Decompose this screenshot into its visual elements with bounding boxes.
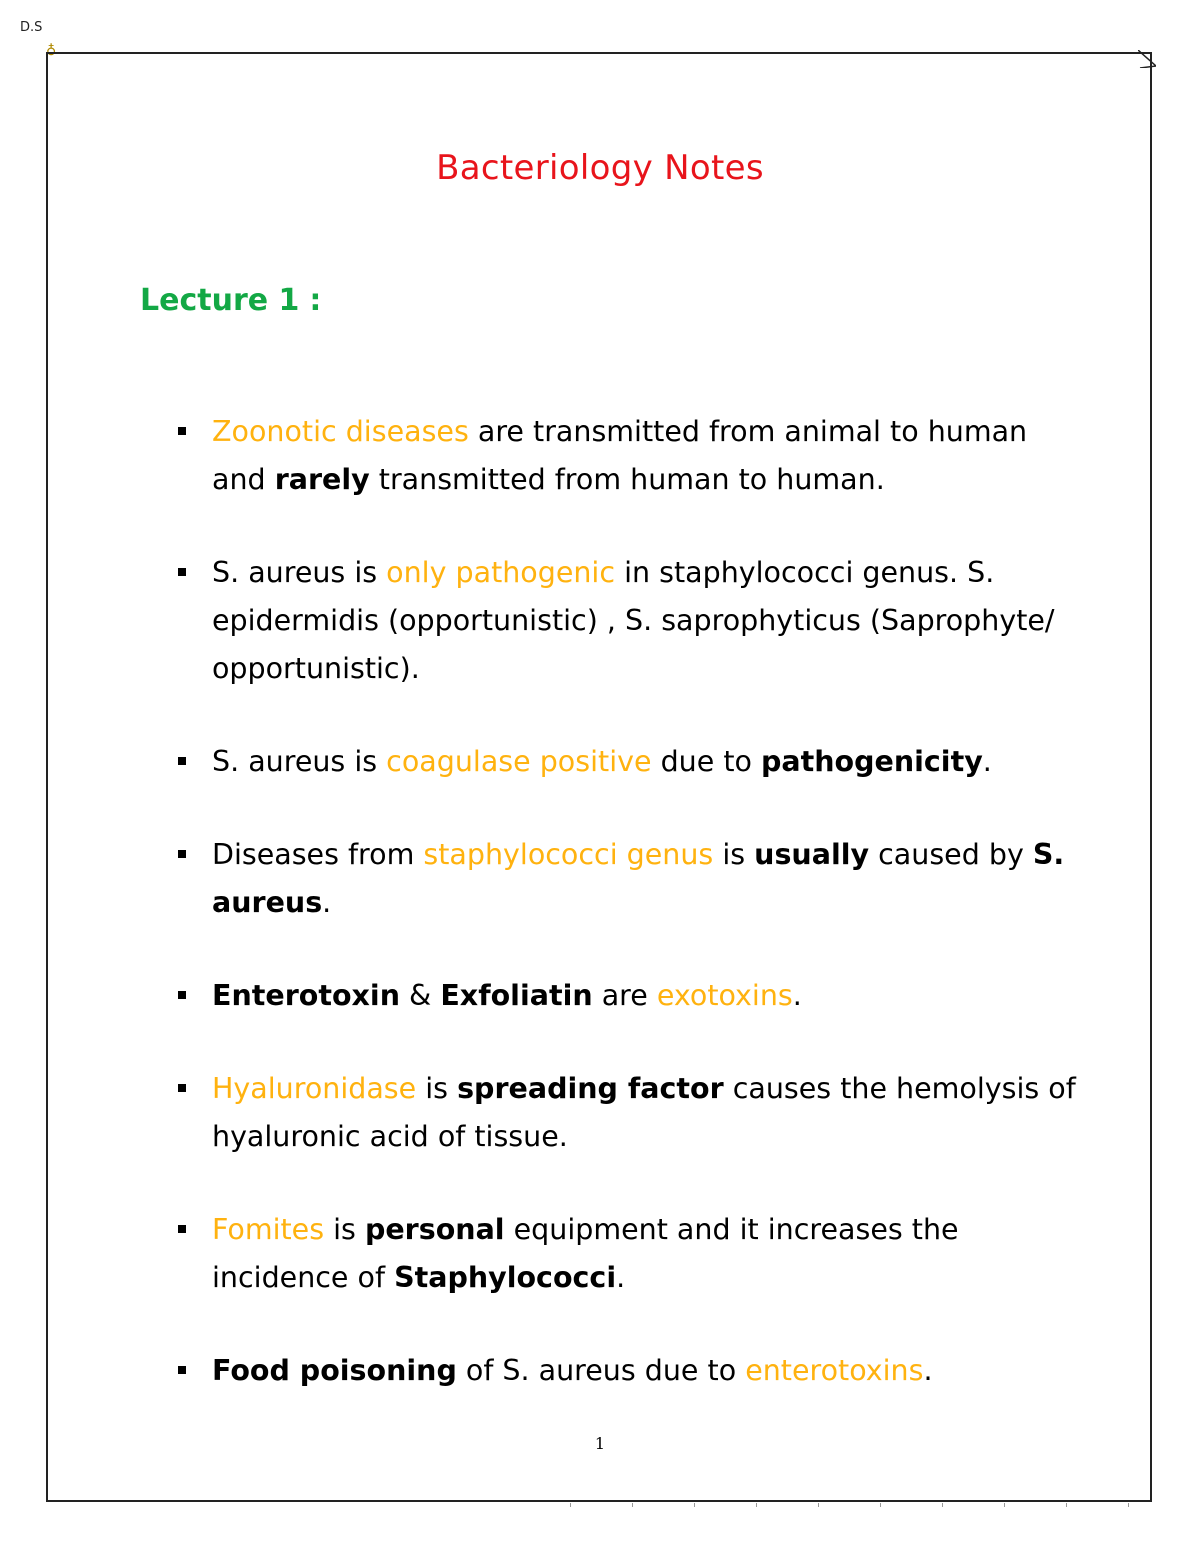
note-text: . bbox=[616, 1261, 626, 1294]
bold-term: pathogenicity bbox=[761, 745, 983, 778]
highlighted-term: Zoonotic diseases bbox=[212, 415, 469, 448]
list-item bbox=[176, 1347, 1076, 1395]
note-text: . bbox=[792, 979, 802, 1012]
note-text: is bbox=[324, 1213, 365, 1246]
bold-term: spreading factor bbox=[457, 1072, 724, 1105]
bullet-icon bbox=[178, 568, 186, 576]
note-text: equipment and it increases the incidence of bbox=[212, 1213, 959, 1294]
highlighted-term: Hyaluronidase bbox=[212, 1072, 417, 1105]
note-text: is bbox=[416, 1072, 458, 1105]
list-item bbox=[176, 1206, 1076, 1302]
highlighted-term: staphylococci genus bbox=[423, 838, 714, 871]
bullet-icon bbox=[178, 850, 186, 858]
list-item bbox=[176, 1065, 1076, 1161]
bold-term: usually bbox=[754, 838, 870, 871]
bold-term: Enterotoxin bbox=[212, 979, 400, 1012]
bold-term: Exfoliatin bbox=[440, 979, 593, 1012]
note-text: . bbox=[923, 1354, 933, 1387]
bullet-icon bbox=[178, 1366, 186, 1374]
note-text: are bbox=[592, 979, 657, 1012]
note-text: is bbox=[713, 838, 755, 871]
list-item bbox=[176, 549, 1076, 693]
note-text: . bbox=[982, 745, 992, 778]
note-text: are transmitted from animal to human and bbox=[212, 415, 1028, 496]
page-number: 1 bbox=[594, 1434, 606, 1453]
pin-icon: ♁ bbox=[46, 43, 57, 59]
bullet-icon bbox=[178, 757, 186, 765]
list-item bbox=[176, 972, 1076, 1020]
note-text: in staphylococci genus. S. epidermidis (opportunistic) , S. saprophyticus (Saprophyte/ opportunistic). bbox=[212, 556, 1055, 685]
note-text: causes the hemolysis of hyaluronic acid of tissue. bbox=[212, 1072, 1076, 1153]
list-item bbox=[176, 738, 1076, 786]
bullet-icon bbox=[178, 991, 186, 999]
bold-term: S. aureus bbox=[212, 838, 1065, 919]
note-text: transmitted from human to human. bbox=[369, 463, 885, 496]
highlighted-term: coagulase positive bbox=[386, 745, 652, 778]
note-text: . bbox=[322, 886, 332, 919]
note-text: caused by bbox=[869, 838, 1033, 871]
highlighted-term: enterotoxins bbox=[745, 1354, 924, 1387]
note-text: due to bbox=[651, 745, 761, 778]
document-title: Bacteriology Notes bbox=[436, 148, 764, 188]
lecture-heading bbox=[140, 283, 321, 318]
notes-list bbox=[176, 408, 1076, 1440]
highlighted-term: Fomites bbox=[212, 1213, 325, 1246]
note-text: S. aureus is bbox=[212, 556, 387, 589]
note-text: of S. aureus due to bbox=[456, 1354, 746, 1387]
highlighted-term: exotoxins bbox=[656, 979, 793, 1012]
page-fold-icon bbox=[1138, 50, 1156, 68]
corner-label: D.S bbox=[20, 20, 43, 35]
list-item bbox=[176, 831, 1076, 927]
bold-term: personal bbox=[364, 1213, 505, 1246]
highlighted-term: only pathogenic bbox=[386, 556, 616, 589]
bold-term: Staphylococci bbox=[394, 1261, 617, 1294]
lecture-heading-colon: : bbox=[309, 283, 322, 318]
note-text: Diseases from bbox=[212, 838, 424, 871]
note-text: S. aureus is bbox=[212, 745, 387, 778]
lecture-heading-text: Lecture 1 bbox=[140, 283, 300, 318]
bold-term: rarely bbox=[274, 463, 370, 496]
bold-term: Food poisoning bbox=[212, 1354, 457, 1387]
footer-rule bbox=[570, 1503, 1135, 1507]
bullet-icon bbox=[178, 1084, 186, 1092]
bullet-icon bbox=[178, 427, 186, 435]
list-item bbox=[176, 408, 1076, 504]
note-text: & bbox=[400, 979, 441, 1012]
bullet-icon bbox=[178, 1225, 186, 1233]
